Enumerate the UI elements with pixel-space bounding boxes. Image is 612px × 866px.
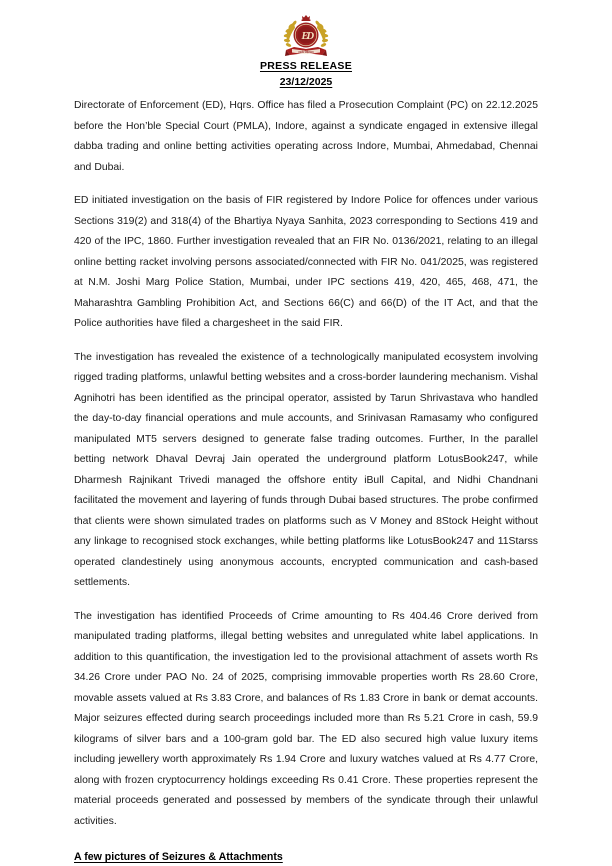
header-title-block <box>0 56 612 90</box>
document-body <box>74 96 538 866</box>
press-release-title: PRESS RELEASE <box>259 60 352 72</box>
paragraph-3: The investigation has revealed the existence of a technologically manipulated ecosystem involving rigged trading platforms, unlawful betting websites and a cross-border laundering mechanism. Vishal Agnihotri has been identified as the principal operator, assisted by Tarun Shrivastava who handled the day-to-day financial operations and mule accounts, and Srinivasan Ramasamy who configured manipulated MT5 servers designed to generate false trading outcomes. Further, In the parallel betting network Dhaval Devraj Jain operated the underground platform LotusBook247, while Dharmesh Rajnikant Trivedi managed the offshore entity iBull Capital, and Nidhi Chandnani facilitated the movement and layering of funds through Dubai based structures. The probe confirmed that clients were shown simulated trades on platforms such as V Money and 8Stock Height without any linkage to recognised stock exchanges, while betting platforms like LotusBook247 and 11Starss operated clandestinely using anonymous accounts, encrypted communication and cash-based settlements. <box>74 351 538 588</box>
svg-text:प्रवर्तन निदेशालय: प्रवर्तन निदेशालय <box>298 50 314 54</box>
ed-emblem-icon <box>279 14 333 60</box>
emblem-container <box>0 0 612 52</box>
svg-text:D: D <box>306 31 315 42</box>
svg-text:E: E <box>301 31 309 42</box>
paragraph-1: Directorate of Enforcement (ED), Hqrs. Office has filed a Prosecution Complaint (PC) on 22.12.2025 before the Hon’ble Special Court (PMLA), Indore, against a syndicate engaged in extensive illegal dabba trading and online betting activities operating across Indore, Mumbai, Ahmedabad, Chennai and Dubai. <box>74 100 538 173</box>
seizures-attachments-heading: A few pictures of Seizures & Attachments <box>74 851 283 863</box>
press-release-heading-row <box>0 56 612 74</box>
paragraph-2: ED initiated investigation on the basis of FIR registered by Indore Police for offences under various Sections 319(2) and 318(4) of the Bhartiya Nyaya Sanhita, 2023 corresponding to Sections 419 and 420 of the IPC, 1860. Further investigation revealed that an FIR No. 0136/2021, relating to an illegal online betting racket involving persons associated/connected with FIR No. 041/2025, was registered at N.M. Joshi Marg Police Station, Mumbai, under IPC sections 419, 420, 465, 468, 471, the Maharashtra Gambling Prohibition Act, and Sections 66(C) and 66(D) of the IT Act, and that the Police authorities have filed a chargesheet in the said FIR. <box>74 195 538 329</box>
press-release-date: 23/12/2025 <box>279 76 333 88</box>
paragraph-4: The investigation has identified Proceeds of Crime amounting to Rs 404.46 Crore derived from manipulated trading platforms, illegal betting websites and unregulated white label applications. In addition to this quantification, the investigation led to the provisional attachment of assets worth Rs 34.26 Crore under PAO No. 24 of 2025, comprising immovable properties worth Rs 28.60 Crore, movable assets valued at Rs 3.83 Crore, and balances of Rs 1.83 Crore in bank or demat accounts. Major seizures effected during search proceedings included more than Rs 5.21 Crore in cash, 59.9 kilograms of silver bars and a 100-gram gold bar. The ED also secured high value luxury items including jewellery worth approximately Rs 1.94 Crore and luxury watches valued at Rs 4.77 Crore, along with frozen cryptocurrency holdings exceeding Rs 0.41 Crore. These properties represent the material proceeds generated and possessed by members of the syndicate through their unlawful activities. <box>74 610 538 827</box>
footer-heading-row <box>74 846 538 866</box>
